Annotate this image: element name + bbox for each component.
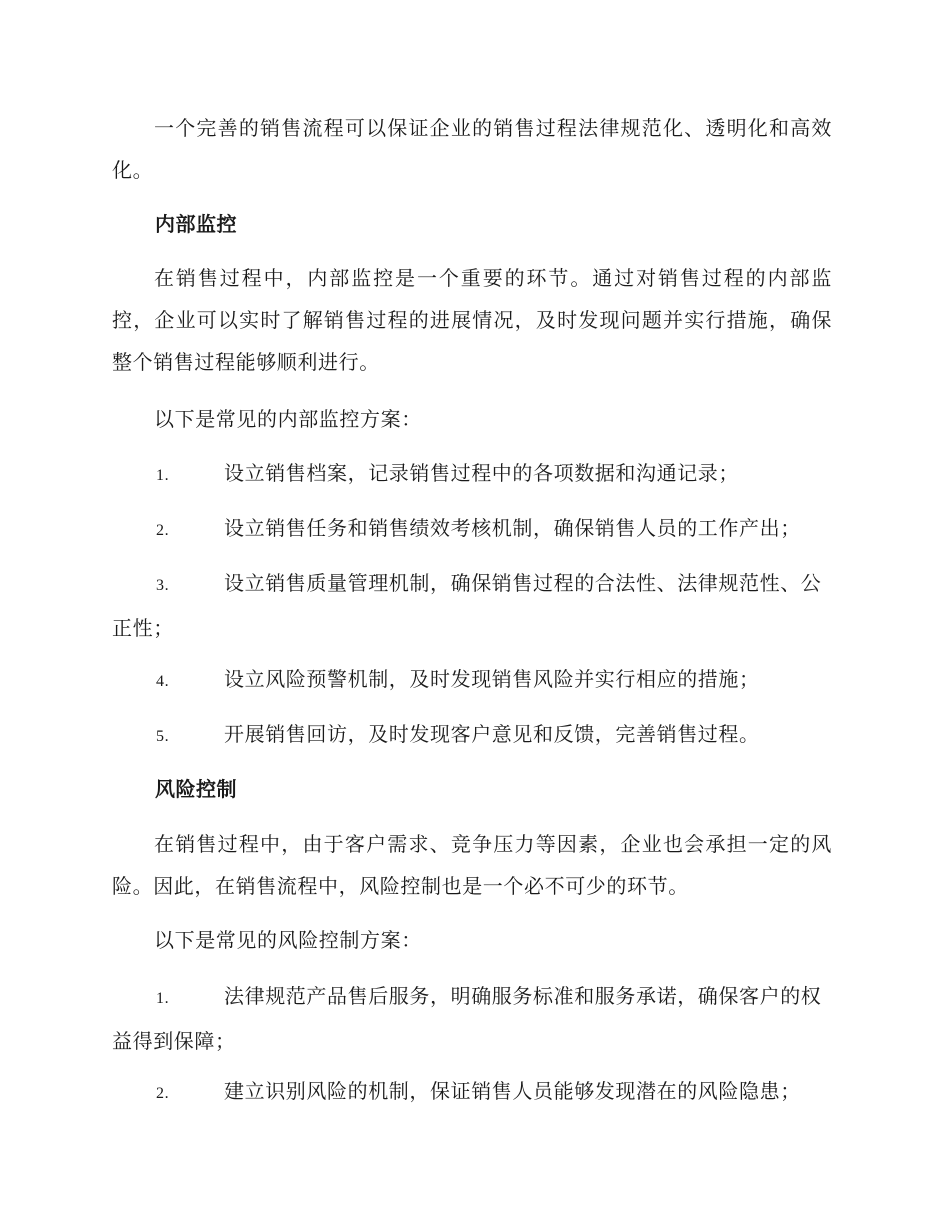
list-number: 1. (156, 467, 170, 484)
section-heading-risk-control: 风险控制 (155, 777, 237, 801)
list-number: 2. (156, 1085, 170, 1102)
list-text: 开展销售回访，及时发现客户意见和反馈，完善销售过程。 (224, 722, 760, 746)
risk-control-paragraph: 在销售过程中，由于客户需求、竞争压力等因素，企业也会承担一定的风险。因此，在销售流程中，风险控制也是一个必不可少的环节。 (112, 832, 832, 898)
list-item (112, 975, 832, 1062)
internal-monitoring-paragraph: 在销售过程中，内部监控是一个重要的环节。通过对销售过程的内部监控，企业可以实时了解销售过程的进展情况，及时发现问题并实行措施，确保整个销售过程能够顺利进行。 (112, 266, 832, 374)
list-item (112, 658, 832, 703)
list-item (112, 452, 832, 497)
list-number: 2. (156, 522, 170, 539)
list-text: 建立识别风险的机制，保证销售人员能够发现潜在的风险隐患； (224, 1079, 801, 1103)
list-text: 设立风险预警机制，及时发现销售风险并实行相应的措施； (224, 667, 760, 691)
list-item (112, 1070, 832, 1115)
list-number: 5. (156, 728, 170, 745)
list-text: 法律规范产品售后服务，明确服务标准和服务承诺，确保客户的权益得到保障； (112, 984, 822, 1053)
list-number: 1. (156, 990, 170, 1007)
list-item (112, 562, 832, 649)
risk-control-lead: 以下是常见的风险控制方案： (154, 928, 422, 952)
intro-paragraph: 一个完善的销售流程可以保证企业的销售过程法律规范化、透明化和高效化。 (112, 116, 832, 182)
list-text: 设立销售档案，记录销售过程中的各项数据和沟通记录； (224, 461, 739, 485)
list-item (112, 713, 832, 758)
list-number: 3. (156, 577, 170, 594)
list-item (112, 507, 832, 552)
list-text: 设立销售任务和销售绩效考核机制，确保销售人员的工作产出； (224, 516, 801, 540)
section-heading-internal-monitoring: 内部监控 (155, 212, 237, 236)
list-text: 设立销售质量管理机制，确保销售过程的合法性、法律规范性、公正性； (112, 571, 822, 640)
list-number: 4. (156, 673, 170, 690)
internal-monitoring-lead: 以下是常见的内部监控方案： (154, 407, 422, 431)
